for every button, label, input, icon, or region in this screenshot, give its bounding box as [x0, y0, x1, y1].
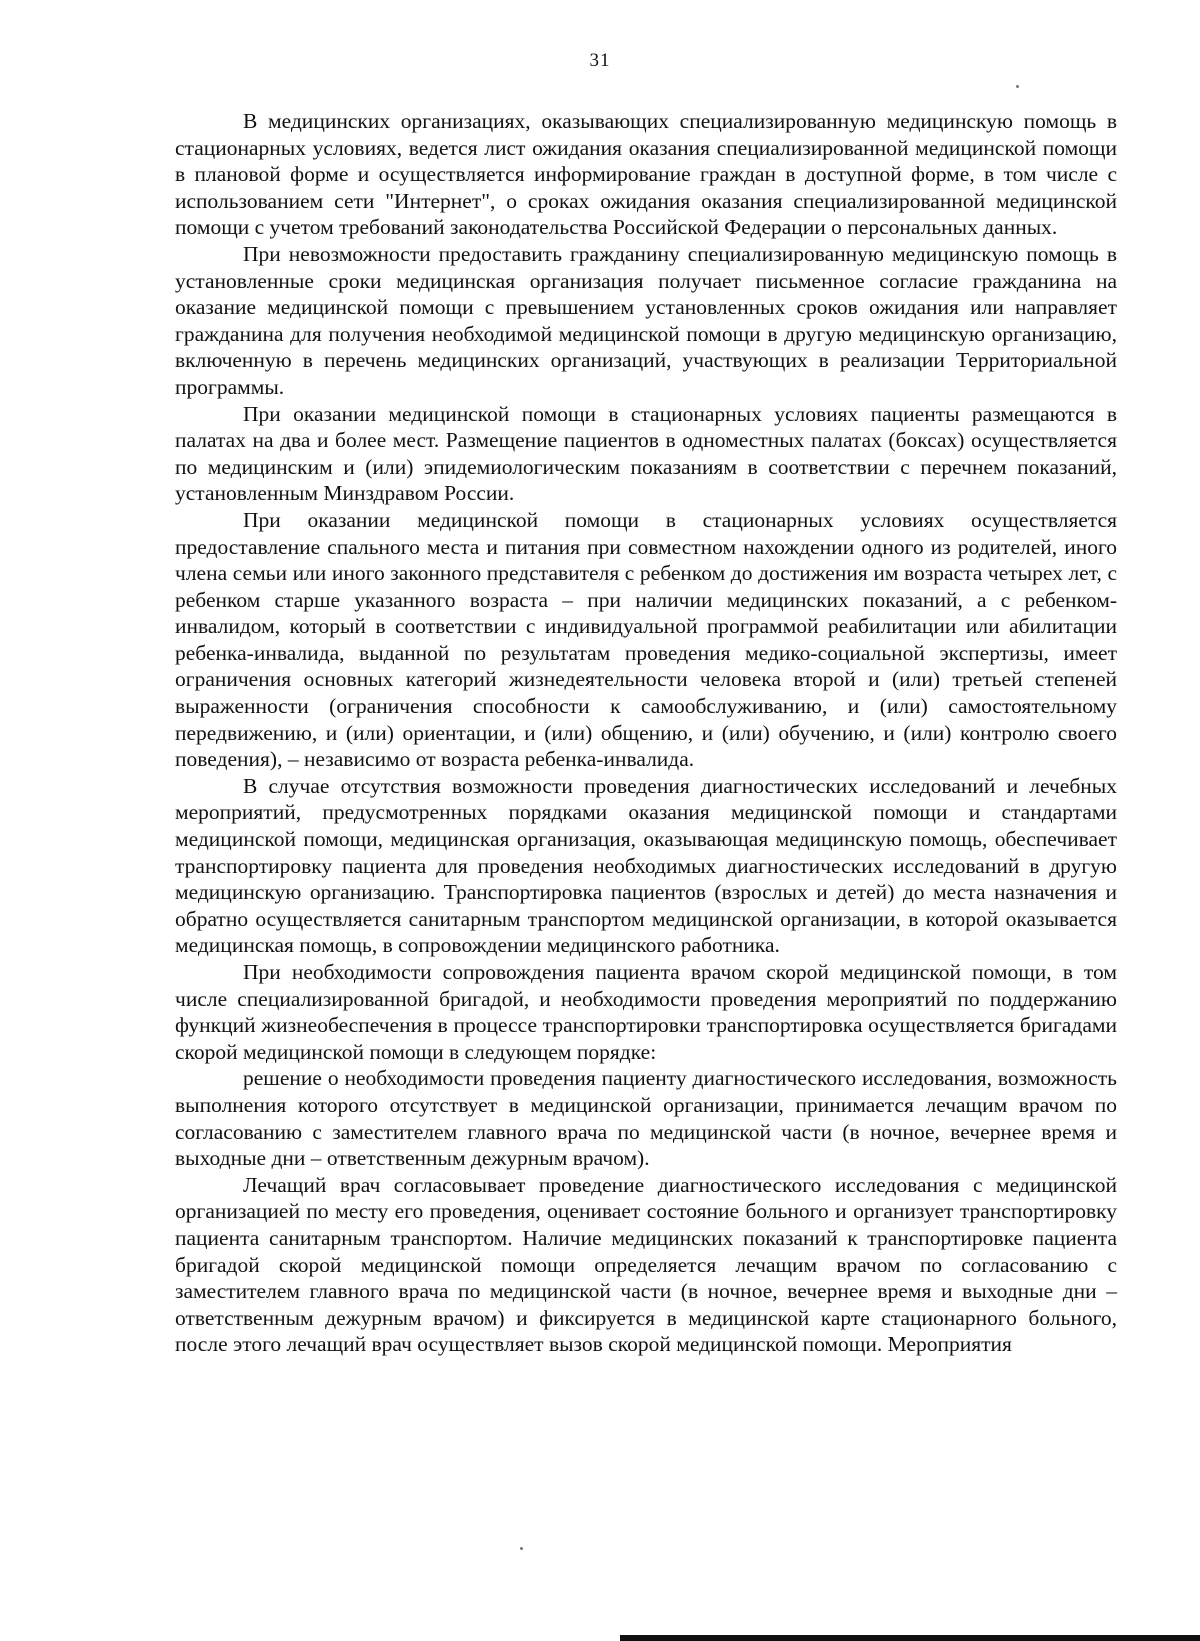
paragraph-attending-physician: Лечащий врач согласовывает проведение диагностического исследования с медицинской организацией по месту его проведения, оценивает состояние больного и организует транспортировку пациента санитарным транспортом. Наличие медицинских показаний к транспортировке пациента бригадой скорой медицинской помощи определяется лечащим врачом по согласованию с заместителем главного врача по медицинской части (в ночное, вечернее время и выходные дни – ответственным дежурным врачом) и фиксируется в медицинской карте стационарного больного, после этого лечащий врач осуществляет вызов скорой медицинской помощи. Мероприятия [175, 1172, 1117, 1357]
paragraph-decision: решение о необходимости проведения пациенту диагностического исследования, возможность выполнения которого отсутствует в медицинской организации, принимается лечащим врачом по согласованию с заместителем главного врача по медицинской части (в ночное, вечернее время и выходные дни – ответственным дежурным врачом). [175, 1066, 1117, 1171]
paragraph-waiting-list: В медицинских организациях, оказывающих специализированную медицинскую помощь в стационарных условиях, ведется лист ожидания оказания специализированной медицинской помощи в плановой форме и осуществляется информирование граждан в доступной форме, в том числе с использованием сети "Интернет", о сроках ожидания оказания специализированной медицинской помощи с учетом требований законодательства Российской Федерации о персональных данных. [175, 109, 1117, 240]
scan-speck [520, 1547, 523, 1550]
scan-speck [1016, 85, 1019, 88]
paragraph-consent: При невозможности предоставить гражданину специализированную медицинскую помощь в установленные сроки медицинская организация получает письменное согласие гражданина на оказание медицинской помощи с превышением установленных сроков ожидания или направляет гражданина для получения необходимой медицинской помощи в другую медицинскую организацию, включенную в перечень медицинских организаций, участвующих в реализации Территориальной программы. [175, 241, 1117, 399]
document-body [175, 108, 1117, 1358]
paragraph-transport: В случае отсутствия возможности проведения диагностических исследований и лечебных мероприятий, предусмотренных порядками оказания медицинской помощи и стандартами медицинской помощи, медицинская организация, оказывающая медицинскую помощь, обеспечивает транспортировку пациента для проведения необходимых диагностических исследований в другую медицинскую организацию. Транспортировка пациентов (взрослых и детей) до места назначения и обратно осуществляется санитарным транспортом медицинской организации, в которой оказывается медицинская помощь, в сопровождении медицинского работника. [175, 773, 1117, 958]
page-number: 31 [589, 50, 611, 71]
scan-edge-line [620, 1635, 1200, 1641]
paragraph-parent-stay: При оказании медицинской помощи в стационарных условиях осуществляется предоставление спального места и питания при совместном нахождении одного из родителей, иного члена семьи или иного законного представителя с ребенком до достижения им возраста четырех лет, с ребенком старше указанного возраста – при наличии медицинских показаний, а с ребенком-инвалидом, который в соответствии с индивидуальной программой реабилитации или абилитации ребенка-инвалида, выданной по результатам проведения медико-социальной экспертизы, имеет ограничения основных категорий жизнедеятельности человека второй и (или) третьей степеней выраженности (ограничения способности к самообслуживанию, и (или) самостоятельному передвижению, и (или) ориентации, и (или) общению, и (или) обучению, и (или) контролю своего поведения), – независимо от возраста ребенка-инвалида. [175, 507, 1117, 772]
paragraph-wards: При оказании медицинской помощи в стационарных условиях пациенты размещаются в палатах на два и более мест. Размещение пациентов в одноместных палатах (боксах) осуществляется по медицинским и (или) эпидемиологическим показаниям в соответствии с перечнем показаний, установленным Минздравом России. [175, 401, 1117, 506]
paragraph-ambulance-escort: При необходимости сопровождения пациента врачом скорой медицинской помощи, в том числе специализированной бригадой, и необходимости проведения мероприятий по поддержанию функций жизнеобеспечения в процессе транспортировки транспортировка осуществляется бригадами скорой медицинской помощи в следующем порядке: [175, 960, 1117, 1064]
